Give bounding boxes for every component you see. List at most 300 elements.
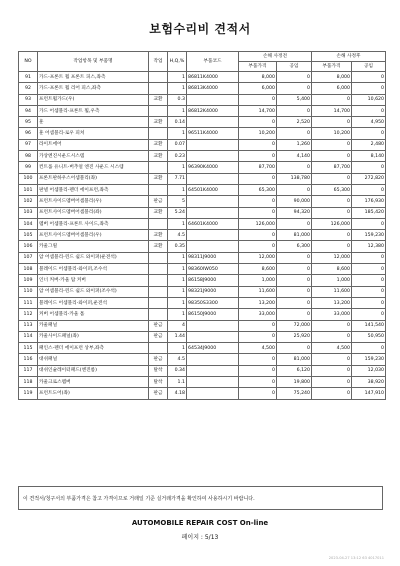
cell-p1: 0 — [239, 241, 277, 252]
cell-l2: 0 — [352, 218, 386, 229]
cell-name: 패인스-펜더 에이프런 상부,좌측 — [38, 343, 149, 354]
cell-name: 카울크로스멤버 — [38, 377, 149, 388]
cell-code: 86813K4000 — [187, 83, 239, 94]
cell-l1: 90,000 — [277, 196, 312, 207]
cell-code — [187, 151, 239, 162]
cell-p1: 0 — [239, 365, 277, 376]
cell-no: 91 — [19, 72, 38, 83]
cell-l2: 12,030 — [352, 365, 386, 376]
cell-p2: 13,200 — [312, 297, 352, 308]
cell-p1: 33,000 — [239, 309, 277, 320]
cell-qty: 0.07 — [168, 139, 187, 150]
cell-qty: 1 — [168, 286, 187, 297]
cell-no: 101 — [19, 184, 38, 195]
cell-name: 훈 — [38, 117, 149, 128]
cell-l2: 10,620 — [352, 94, 386, 105]
cell-p1: 14,700 — [239, 105, 277, 116]
cell-name: 암 어셈블리-윈드 쉴드 와이퍼(운전석) — [38, 252, 149, 263]
cell-no: 100 — [19, 173, 38, 184]
cell-l1: 6,300 — [277, 241, 312, 252]
table-row — [19, 184, 386, 195]
cell-l1: 0 — [277, 286, 312, 297]
cell-l2: 0 — [352, 264, 386, 275]
cell-name: 라이트에어 — [38, 139, 149, 150]
cell-name: 프론트판하우스어셈블리(좌) — [38, 173, 149, 184]
cell-op: 교환 — [149, 207, 168, 218]
cell-p2: 4,500 — [312, 343, 352, 354]
cell-name: 카울사이드패널(좌) — [38, 331, 149, 342]
table-row — [19, 207, 386, 218]
cell-op: 탈착 — [149, 377, 168, 388]
cell-l1: 1,260 — [277, 139, 312, 150]
cell-no: 94 — [19, 105, 38, 116]
cell-qty: 5 — [168, 196, 187, 207]
cell-l2: 0 — [352, 184, 386, 195]
cell-code: 98311J9000 — [187, 252, 239, 263]
cell-code — [187, 139, 239, 150]
cell-p1: 0 — [239, 139, 277, 150]
cell-name: 판넬 어셈블리-펜더 에이프런,좌측 — [38, 184, 149, 195]
table-row — [19, 264, 386, 275]
cell-p1: 0 — [239, 207, 277, 218]
header-qty: H,Q,% — [168, 52, 187, 72]
header-price-before: 부품가격 — [239, 62, 277, 72]
cell-code — [187, 230, 239, 241]
cell-op — [149, 184, 168, 195]
cell-p2: 0 — [312, 173, 352, 184]
cell-op: 탈착 — [149, 365, 168, 376]
cell-l1: 0 — [277, 218, 312, 229]
cell-op — [149, 105, 168, 116]
cell-p2: 0 — [312, 151, 352, 162]
cell-qty: 1 — [168, 275, 187, 286]
cell-no: 98 — [19, 151, 38, 162]
cell-code: 96390K4000 — [187, 162, 239, 173]
cell-op: 교환 — [149, 94, 168, 105]
table-row — [19, 297, 386, 308]
cell-l1: 138,780 — [277, 173, 312, 184]
cell-p2: 87,700 — [312, 162, 352, 173]
cell-p2: 0 — [312, 94, 352, 105]
cell-op — [149, 309, 168, 320]
cell-name: 멤버 어셈블리-프론트 사이드,좌측 — [38, 218, 149, 229]
cell-l1: 4,140 — [277, 151, 312, 162]
cell-no: 112 — [19, 309, 38, 320]
cell-no: 93 — [19, 94, 38, 105]
cell-p1: 6,000 — [239, 83, 277, 94]
cell-name: 카울그릴 — [38, 241, 149, 252]
table-row — [19, 331, 386, 342]
table-row — [19, 230, 386, 241]
cell-name: 암 어셈블리-윈드 쉴드 와이퍼(조수석) — [38, 286, 149, 297]
header-after-adjust: 손해 사정후 — [312, 52, 386, 62]
cell-name: 인너 커버-카울 탑 커버 — [38, 275, 149, 286]
cell-l2: 159,230 — [352, 230, 386, 241]
cell-no: 114 — [19, 331, 38, 342]
cell-code — [187, 354, 239, 365]
cell-name: 가드-프론트 휠 프론트 피스,좌측 — [38, 72, 149, 83]
table-row — [19, 354, 386, 365]
cell-p1: 0 — [239, 196, 277, 207]
cell-l2: 2,480 — [352, 139, 386, 150]
cell-name: 가상엔진시운드시스템 — [38, 151, 149, 162]
cell-qty: 4 — [168, 320, 187, 331]
cell-no: 113 — [19, 320, 38, 331]
cell-l1: 19,800 — [277, 377, 312, 388]
cell-qty: 7.71 — [168, 173, 187, 184]
cell-l1: 0 — [277, 105, 312, 116]
cell-code — [187, 207, 239, 218]
cell-l2: 0 — [352, 72, 386, 83]
page-number: 페이지 : 5/13 — [181, 534, 219, 541]
header-no: NO — [19, 52, 38, 72]
cell-p1: 8,000 — [239, 72, 277, 83]
cell-op — [149, 83, 168, 94]
cell-p2: 0 — [312, 196, 352, 207]
cell-code — [187, 388, 239, 399]
cell-no: 118 — [19, 377, 38, 388]
cell-op: 교환 — [149, 230, 168, 241]
cell-name: 가드-프론트 휠 리어 피스,좌측 — [38, 83, 149, 94]
cell-l2: 0 — [352, 128, 386, 139]
cell-op: 판금 — [149, 196, 168, 207]
cell-qty: 1 — [168, 252, 187, 263]
cell-l2: 0 — [352, 343, 386, 354]
estimate-table-wrap — [18, 51, 385, 400]
cell-l1: 5,400 — [277, 94, 312, 105]
cell-no: 97 — [19, 139, 38, 150]
table-row — [19, 252, 386, 263]
cell-code — [187, 241, 239, 252]
table-row — [19, 117, 386, 128]
cell-p1: 0 — [239, 151, 277, 162]
cell-l1: 0 — [277, 83, 312, 94]
cell-qty: 1 — [168, 105, 187, 116]
cell-name: 블레이드 어셈블리-와이퍼,조수석 — [38, 264, 149, 275]
cell-no: 111 — [19, 297, 38, 308]
cell-no: 107 — [19, 252, 38, 263]
cell-no: 106 — [19, 241, 38, 252]
cell-l2: 147,910 — [352, 388, 386, 399]
cell-l1: 0 — [277, 128, 312, 139]
cell-l2: 0 — [352, 297, 386, 308]
cell-code: 98360IW050 — [187, 264, 239, 275]
estimate-table — [18, 51, 386, 400]
cell-no: 108 — [19, 264, 38, 275]
cell-p2: 0 — [312, 388, 352, 399]
cell-qty: 1 — [168, 264, 187, 275]
cell-l2: 176,930 — [352, 196, 386, 207]
cell-p1: 0 — [239, 354, 277, 365]
cell-op — [149, 343, 168, 354]
cell-qty: 1 — [168, 128, 187, 139]
cell-p2: 33,000 — [312, 309, 352, 320]
cell-l2: 38,920 — [352, 377, 386, 388]
cell-name: 컨트롤 유니트-버추얼 엔진 사운드 시스템 — [38, 162, 149, 173]
cell-l2: 0 — [352, 83, 386, 94]
cell-p2: 0 — [312, 331, 352, 342]
cell-qty: 0.34 — [168, 365, 187, 376]
cell-op: 판금 — [149, 354, 168, 365]
cell-l1: 0 — [277, 184, 312, 195]
cell-p1: 126,000 — [239, 218, 277, 229]
table-row — [19, 105, 386, 116]
cell-p2: 0 — [312, 365, 352, 376]
cell-op — [149, 297, 168, 308]
cell-l1: 72,000 — [277, 320, 312, 331]
cell-p1: 87,700 — [239, 162, 277, 173]
cell-l2: 12,380 — [352, 241, 386, 252]
cell-l1: 75,240 — [277, 388, 312, 399]
cell-code: 64534J9000 — [187, 343, 239, 354]
cell-p2: 1,000 — [312, 275, 352, 286]
cell-p2: 65,300 — [312, 184, 352, 195]
print-stamp: 2023-04-27 13:12 63 4017011 — [328, 556, 384, 560]
cell-qty: 1 — [168, 72, 187, 83]
cell-p2: 8,000 — [312, 72, 352, 83]
cell-code — [187, 117, 239, 128]
cell-l1: 0 — [277, 343, 312, 354]
cell-no: 119 — [19, 388, 38, 399]
cell-no: 116 — [19, 354, 38, 365]
cell-op: 판금 — [149, 320, 168, 331]
cell-code: 86158J9000 — [187, 275, 239, 286]
cell-l1: 2,520 — [277, 117, 312, 128]
cell-p1: 0 — [239, 173, 277, 184]
table-row — [19, 139, 386, 150]
cell-p1: 0 — [239, 320, 277, 331]
cell-code: 98350S3300 — [187, 297, 239, 308]
cell-op: 교환 — [149, 117, 168, 128]
table-row — [19, 218, 386, 229]
cell-code — [187, 196, 239, 207]
table-row — [19, 94, 386, 105]
cell-p1: 65,300 — [239, 184, 277, 195]
cell-code — [187, 331, 239, 342]
cell-code: 96511K4000 — [187, 128, 239, 139]
cell-l2: 141,540 — [352, 320, 386, 331]
cell-qty: 4.5 — [168, 230, 187, 241]
cell-l1: 0 — [277, 72, 312, 83]
cell-qty: 1 — [168, 297, 187, 308]
cell-l1: 94,320 — [277, 207, 312, 218]
table-row — [19, 343, 386, 354]
table-row — [19, 162, 386, 173]
table-row — [19, 309, 386, 320]
cell-p2: 0 — [312, 354, 352, 365]
table-row — [19, 72, 386, 83]
cell-p2: 10,200 — [312, 128, 352, 139]
cell-p2: 0 — [312, 230, 352, 241]
cell-op — [149, 162, 168, 173]
table-row — [19, 151, 386, 162]
cell-no: 95 — [19, 117, 38, 128]
cell-p2: 0 — [312, 139, 352, 150]
cell-p1: 10,200 — [239, 128, 277, 139]
cell-l2: 159,230 — [352, 354, 386, 365]
cell-name: 프런트사이드멤버어셈블리(좌) — [38, 207, 149, 218]
cell-name: 대쉬패널 — [38, 354, 149, 365]
cell-p2: 0 — [312, 117, 352, 128]
cell-code: 64501K4000 — [187, 184, 239, 195]
cell-op: 교환 — [149, 173, 168, 184]
cell-op: 판금 — [149, 331, 168, 342]
cell-op — [149, 286, 168, 297]
cell-code: 86812K4000 — [187, 105, 239, 116]
cell-l2: 0 — [352, 105, 386, 116]
cell-l2: 50,950 — [352, 331, 386, 342]
cell-no: 117 — [19, 365, 38, 376]
cell-qty: 0.35 — [168, 241, 187, 252]
cell-no: 109 — [19, 275, 38, 286]
cell-qty: 5.24 — [168, 207, 187, 218]
cell-l2: 0 — [352, 252, 386, 263]
cell-p1: 11,600 — [239, 286, 277, 297]
table-row — [19, 275, 386, 286]
table-row — [19, 83, 386, 94]
cell-name: 프런트도어(좌) — [38, 388, 149, 399]
cell-qty: 1 — [168, 162, 187, 173]
cell-op: 교환 — [149, 241, 168, 252]
cell-name: 커버 어셈블리-카울 톱 — [38, 309, 149, 320]
cell-qty: 0.14 — [168, 117, 187, 128]
header-labor-after: 공임 — [352, 62, 386, 72]
cell-p1: 1,000 — [239, 275, 277, 286]
cell-name: 블레이드 어셈블리-와이퍼,운전석 — [38, 297, 149, 308]
cell-no: 92 — [19, 83, 38, 94]
document-title: 보험수리비 견적서 — [149, 22, 251, 36]
cell-p1: 0 — [239, 388, 277, 399]
cell-op: 교환 — [149, 151, 168, 162]
price-notice: 이 견적서/청구서의 부품가격은 참고 가격이므로 거래일 기준 실거래가격을 확인하여 사용하시기 바랍니다. — [18, 486, 383, 510]
cell-p1: 0 — [239, 377, 277, 388]
cell-qty: 4.5 — [168, 354, 187, 365]
cell-name: 프런트사이드멤버어셈블리(우) — [38, 230, 149, 241]
header-labor-before: 공임 — [277, 62, 312, 72]
cell-l2: 0 — [352, 286, 386, 297]
cell-code — [187, 94, 239, 105]
cell-l1: 0 — [277, 264, 312, 275]
table-row — [19, 128, 386, 139]
cell-p1: 12,000 — [239, 252, 277, 263]
cell-no: 110 — [19, 286, 38, 297]
cell-l1: 0 — [277, 309, 312, 320]
cell-p2: 11,600 — [312, 286, 352, 297]
cell-no: 103 — [19, 207, 38, 218]
cell-op — [149, 264, 168, 275]
cell-qty: 1.1 — [168, 377, 187, 388]
cell-p2: 8,600 — [312, 264, 352, 275]
cell-no: 99 — [19, 162, 38, 173]
cell-l1: 25,920 — [277, 331, 312, 342]
cell-p2: 126,000 — [312, 218, 352, 229]
cell-l1: 0 — [277, 297, 312, 308]
cell-p2: 0 — [312, 241, 352, 252]
cell-name: 프런트휠가드(우) — [38, 94, 149, 105]
table-row — [19, 377, 386, 388]
cell-qty: 4.18 — [168, 388, 187, 399]
cell-qty: 1 — [168, 218, 187, 229]
cell-l2: 185,420 — [352, 207, 386, 218]
cell-no: 105 — [19, 230, 38, 241]
cell-code: 86811K4000 — [187, 72, 239, 83]
cell-name: 카울패널 — [38, 320, 149, 331]
table-row — [19, 173, 386, 184]
table-row — [19, 286, 386, 297]
cell-qty: 1 — [168, 184, 187, 195]
cell-code: 98321J9000 — [187, 286, 239, 297]
cell-code — [187, 365, 239, 376]
cell-op: 교환 — [149, 139, 168, 150]
cell-p2: 0 — [312, 320, 352, 331]
cell-l2: 272,820 — [352, 173, 386, 184]
cell-no: 102 — [19, 196, 38, 207]
cell-p2: 0 — [312, 377, 352, 388]
header-op: 작업 — [149, 52, 168, 72]
cell-l2: 8,140 — [352, 151, 386, 162]
cell-p2: 0 — [312, 207, 352, 218]
cell-name: 훈 어셈블리-로우 피쳐 — [38, 128, 149, 139]
cell-p1: 4,500 — [239, 343, 277, 354]
header-code: 부품코드 — [187, 52, 239, 72]
cell-code: 86150J9000 — [187, 309, 239, 320]
cell-name: 가드 어셈블리-프론트 휠,우측 — [38, 105, 149, 116]
cell-op — [149, 218, 168, 229]
cell-p1: 0 — [239, 117, 277, 128]
cell-p1: 8,600 — [239, 264, 277, 275]
cell-op — [149, 128, 168, 139]
cell-qty: 1.44 — [168, 331, 187, 342]
cell-code — [187, 173, 239, 184]
cell-p2: 12,000 — [312, 252, 352, 263]
estimate-rows — [19, 72, 386, 400]
cell-no: 96 — [19, 128, 38, 139]
cell-l2: 0 — [352, 275, 386, 286]
header-work: 작업항목 및 부품명 — [38, 52, 149, 72]
cell-qty: 1 — [168, 83, 187, 94]
table-row — [19, 388, 386, 399]
table-row — [19, 365, 386, 376]
cell-l1: 81,000 — [277, 230, 312, 241]
cell-l2: 0 — [352, 162, 386, 173]
cell-p1: 0 — [239, 94, 277, 105]
cell-qty: 0.3 — [168, 94, 187, 105]
cell-code — [187, 320, 239, 331]
cell-code — [187, 377, 239, 388]
cell-p2: 14,700 — [312, 105, 352, 116]
cell-l1: 0 — [277, 275, 312, 286]
header-price-after: 부품가격 — [312, 62, 352, 72]
cell-l2: 4,950 — [352, 117, 386, 128]
cell-qty: 1 — [168, 343, 187, 354]
table-row — [19, 320, 386, 331]
header-before-adjust: 손해 사정전 — [239, 52, 312, 62]
cell-p1: 0 — [239, 331, 277, 342]
cell-no: 104 — [19, 218, 38, 229]
cell-l1: 81,000 — [277, 354, 312, 365]
cell-qty: 0.23 — [168, 151, 187, 162]
cell-no: 115 — [19, 343, 38, 354]
cell-qty: 1 — [168, 309, 187, 320]
cell-op — [149, 252, 168, 263]
cell-name: 대쉬인슐레이터패드(엔진룸) — [38, 365, 149, 376]
cell-l1: 6,120 — [277, 365, 312, 376]
cell-l1: 0 — [277, 162, 312, 173]
cell-op: 판금 — [149, 388, 168, 399]
cell-p2: 6,000 — [312, 83, 352, 94]
cell-l2: 0 — [352, 309, 386, 320]
cell-name: 프런트사이드멤버어셈블리(우) — [38, 196, 149, 207]
